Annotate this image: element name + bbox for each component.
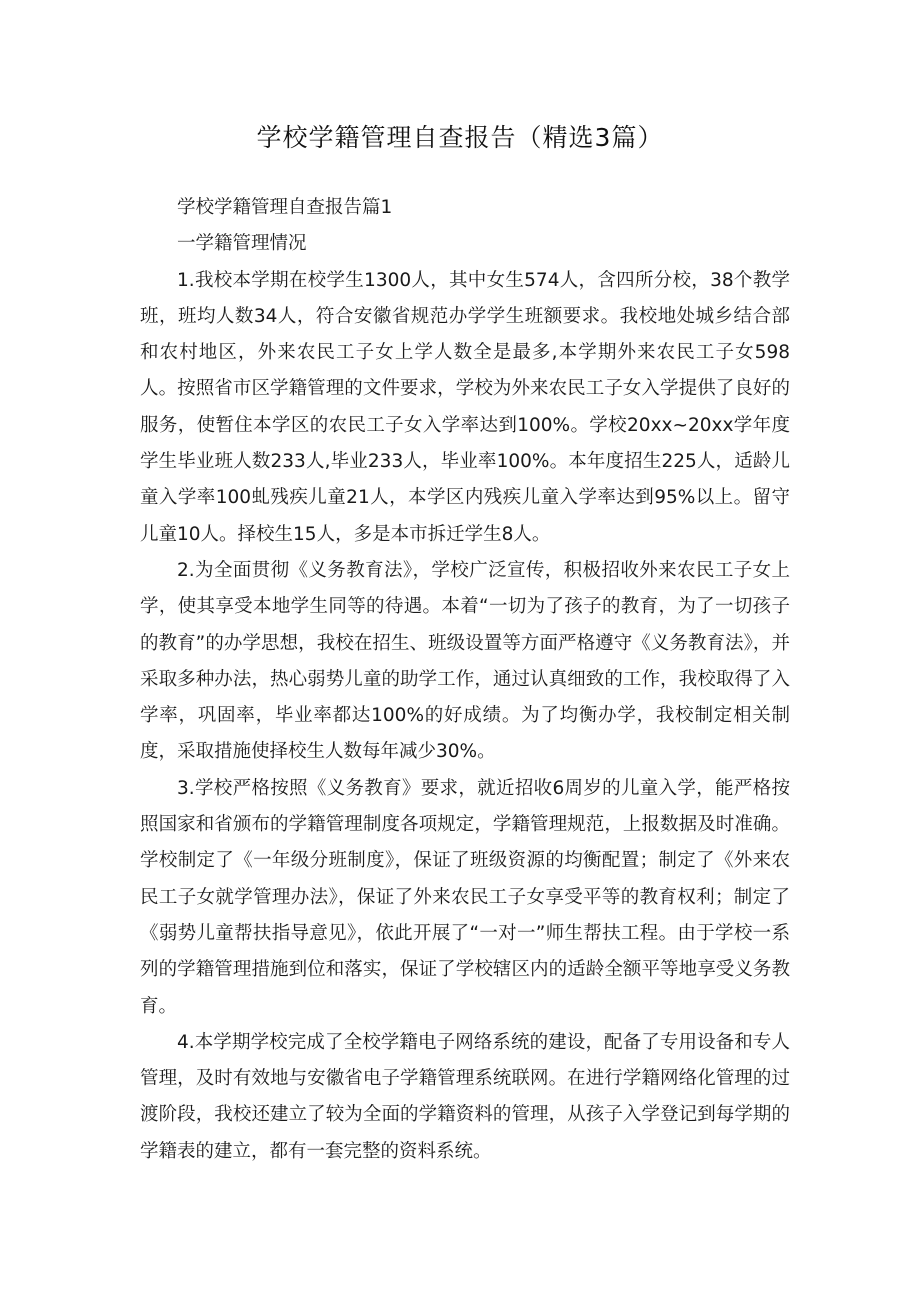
paragraph-3: 3.学校严格按照《义务教育》要求，就近招收6周岁的儿童入学，能严格按照国家和省颁布的学籍管理制度各项规定，学籍管理规范，上报数据及时准确。学校制定了《一年级分班制度》，保证了班级资源的均衡配置；制定了《外来农民工子女就学管理办法》，保证了外来农民工子女享受平等的教育权利；制定了《弱势儿童帮扶指导意见》，依此开展了“一对一”师生帮扶工程。由于学校一系列的学籍管理措施到位和落实，保证了学校辖区内的适龄全额平等地享受义务教育。	[140, 777, 790, 1017]
paragraph-4: 4.本学期学校完成了全校学籍电子网络系统的建设，配备了专用设备和专人管理，及时有效地与安徽省电子学籍管理系统联网。在进行学籍网络化管理的过渡阶段，我校还建立了较为全面的学籍资料的管理，从孩子入学登记到每学期的学籍表的建立，都有一套完整的资料系统。	[140, 1031, 790, 1162]
document-title: 学校学籍管理自查报告（精选3篇）	[256, 123, 664, 152]
paragraph-1: 1.我校本学期在校学生1300人，其中女生574人，含四所分校，38个教学班，班均人数34人，符合安徽省规范办学学生班额要求。我校地处城乡结合部和农村地区，外来农民工子女上学人数全是最多,本学期外来农民工子女598人。按照省市区学籍管理的文件要求，学校为外来农民工子女入学提供了良好的服务，使暂住本学区的农民工子女入学率达到100%。学校20xx~20xx学年度学生毕业班人数233人,毕业233人，毕业率100%。本年度招生225人，适龄儿童入学率100虬残疾儿童21人，本学区内残疾儿童入学率达到95%以上。留守儿童10人。择校生15人，多是本市拆迁学生8人。	[140, 269, 790, 545]
section-heading: 学校学籍管理自查报告篇1	[177, 197, 393, 218]
document-body	[140, 190, 790, 1170]
subheading: 一学籍管理情况	[177, 233, 307, 255]
paragraph-2: 2.为全面贯彻《义务教育法》，学校广泛宣传，积极招收外来农民工子女上学，使其享受本地学生同等的待遇。本着“一切为了孩子的教育，为了一切孩子的教育”的办学思想，我校在招生、班级设置等方面严格遵守《义务教育法》，并采取多种办法，热心弱势儿童的助学工作，通过认真细致的工作，我校取得了入学率，巩固率，毕业率都达100%的好成绩。为了均衡办学，我校制定相关制度，采取措施使择校生人数每年减少30%。	[140, 559, 790, 763]
